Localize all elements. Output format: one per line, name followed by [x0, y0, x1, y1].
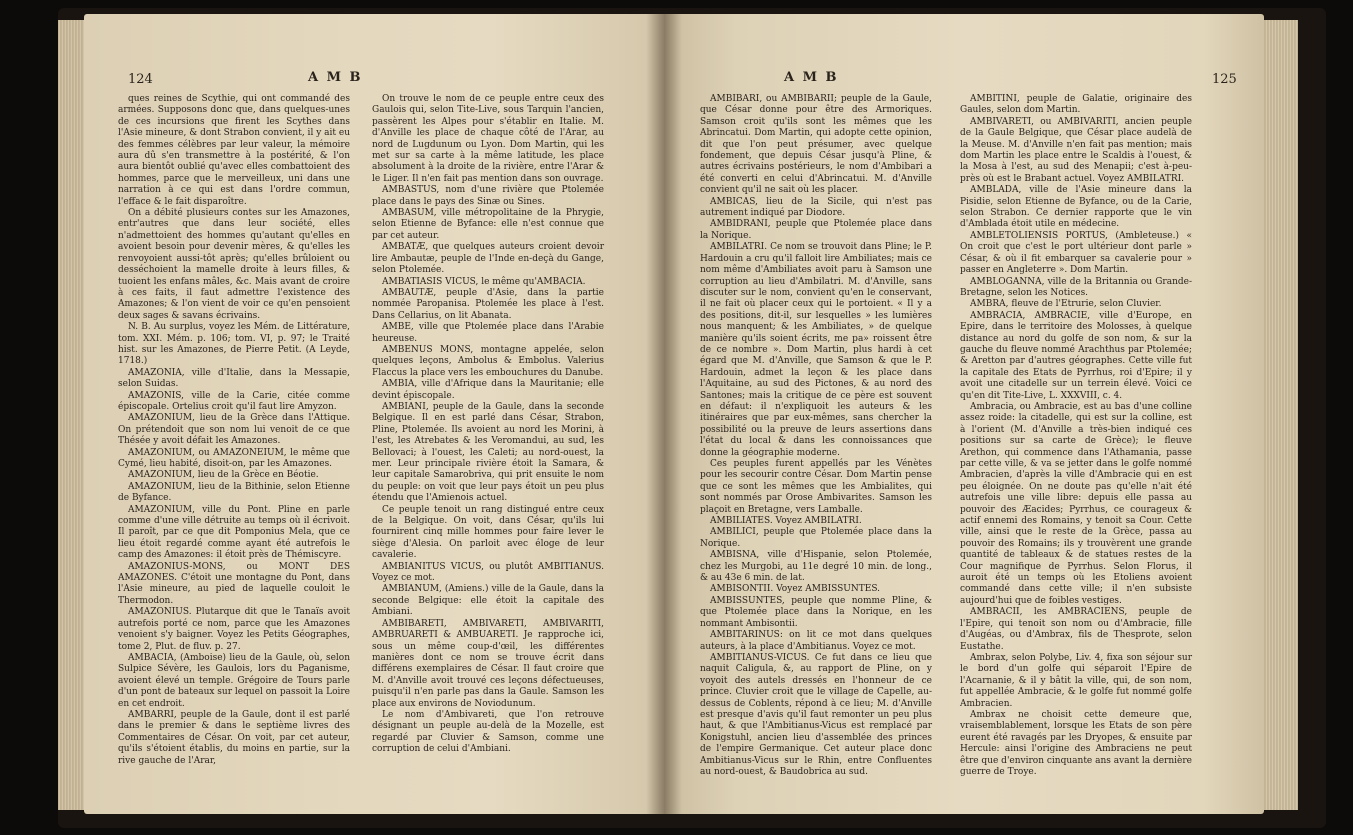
entry-paragraph: Le nom d'Ambivareti, que l'on retrouve désignant un peuple au-delà de la Mozelle, est regardé par Cluvier & Samson, comme une corruption de celui d'Ambiani.	[372, 709, 604, 755]
right-page-edges	[1262, 20, 1298, 810]
entry-paragraph: AMBILICI, peuple que Ptolemée place dans la Norique.	[700, 527, 932, 549]
entry-paragraph: AMBENUS MONS, montagne appelée, selon quelques leçons, Ambolus & Embolus. Valerius Flaccus la place vers les embouchures du Danube.	[372, 344, 604, 378]
entry-paragraph: AMBITIANUS-VICUS. Ce fut dans ce lieu que naquit Caligula, &, au rapport de Pline, on y voyoit des autels dressés en l'honneur de ce prince. Cluvier croit que le village de Capelle, au-dessus de Coblents, répond à ce lieu; M. d'Anville est presque d'avis qu'il faut remonter un peu plus haut, & que l'Ambitianus-Vicus est remplacé par Konigstuhl, ancien lieu d'assemblée des princes de l'empire Germanique. Cet auteur place donc Ambitianus-Vicus sur le Rhin, entre Confluentes au nord-ouest, & Baudobrica au sud.	[700, 652, 932, 777]
entry-paragraph: AMAZONIUS. Plutarque dit que le Tanaïs avoit autrefois porté ce nom, parce que les Amazones venoient s'y baigner. Voyez les Petits Géographes, tome 2, Plut. de fluv. p. 27.	[118, 607, 350, 652]
entry-paragraph: AMAZONIS, ville de la Carie, citée comme épiscopale. Ortelius croit qu'il faut lire Amyzon.	[118, 390, 350, 412]
entry-paragraph: AMBASUM, ville métropolitaine de la Phrygie, selon Etienne de Byfance: elle n'est connue que par cet auteur.	[372, 208, 604, 241]
right-page-column-2	[960, 94, 1192, 778]
entry-paragraph: AMBE, ville que Ptolemée place dans l'Arabie heureuse.	[372, 322, 604, 344]
entry-paragraph: AMBIANI, peuple de la Gaule, dans la seconde Belgique. Il en est parlé dans César, Strabon, Pline, Ptolemée. Ils avoient au nord les Morini, à l'est, les Atrebates & les Veromandui, au sud, les Bellovaci; à l'ouest, les Caleti; au nord-ouest, la mer. Leur principale rivière étoit la Samara, & leur capitale Samarobriva, qui prit ensuite le nom du peuple: on voit que leur pays étoit un peu plus étendu que l'Amienois actuel.	[372, 401, 604, 504]
right-running-header: A M B	[784, 70, 839, 85]
entry-paragraph: AMBACIA, (Amboise) lieu de la Gaule, où, selon Sulpice Sévère, les Gaulois, lors du Paganisme, avoient élevé un temple. Grégoire de Tours parle d'un pont de bateaux sur lequel on passoit la Loire en cet endroit.	[118, 652, 350, 709]
entry-paragraph: AMBISNA, ville d'Hispanie, selon Ptolemée, chez les Murgobi, au 11e degré 10 min. de long., & au 43e 6 min. de lat.	[700, 550, 932, 584]
left-page-column-2	[372, 94, 604, 756]
entry-paragraph: Ces peuples furent appellés par les Vénètes pour les secourir contre César. Dom Martin pense que ce sont les mêmes que les Ambialites, qui sont nommés par Orose Ambivarites. Samson les plaçoit en Bretagne, vers Lamballe.	[700, 459, 932, 515]
entry-paragraph: AMAZONIUM, lieu de la Grèce dans l'Attique. On prétendoit que son nom lui venoit de ce que Thésée y avoit défait les Amazones.	[118, 413, 350, 447]
book-gutter	[646, 14, 682, 814]
entry-paragraph: On trouve le nom de ce peuple entre ceux des Gaulois qui, selon Tite-Live, sous Tarquin l'ancien, passèrent les Alpes pour s'établir en Italie. M. d'Anville les place de chaque côté de l'Arar, au nord de Lugdunum ou Lyon. Dom Martin, qui les met sur sa carte à la même latitude, les place absolument à la droite de la rivière, entre l'Arar & le Liger. Il n'en fait pas mention dans son ouvrage.	[372, 94, 604, 184]
left-page-edges	[58, 20, 86, 810]
entry-paragraph: AMBAUTÆ, peuple d'Asie, dans la partie nommée Paropanisa. Ptolemée les place à l'est. Dans Cellarius, on lit Abanata.	[372, 287, 604, 321]
entry-paragraph: AMBRACII, les AMBRACIENS, peuple de l'Epire, qui tenoit son nom ou d'Ambracie, fille d'Augéas, ou d'Ambrax, fils de Thesprote, selon Eustathe.	[960, 607, 1192, 652]
entry-paragraph: Ce peuple tenoit un rang distingué entre ceux de la Belgique. On voit, dans César, qu'ils lui fournirent cinq mille hommes pour faire lever le siège d'Alesia. On parloit avec éloge de leur cavalerie.	[372, 504, 604, 561]
entry-paragraph: Ambrax, selon Polybe, Liv. 4, fixa son séjour sur le bord d'un golfe qui séparoit l'Epire de l'Acarnanie, & il y bâtit la ville, qui, de son nom, fut appellée Ambracie, & le golfe fut nommé golfe Ambracien.	[960, 652, 1192, 709]
entry-paragraph: Ambrax ne choisit cette demeure que, vraisemblablement, lorsque les Etats de son père eurent été ravagés par les Dryopes, & ensuite par Hercule: ainsi l'origine des Ambraciens ne peut être que d'environ cinquante ans avant la dernière guerre de Troye.	[960, 709, 1192, 777]
entry-paragraph: AMBATIASIS VICUS, le même qu'AMBACIA.	[382, 276, 586, 287]
entry-paragraph: AMBITINI, peuple de Galatie, originaire des Gaules, selon dom Martin.	[960, 94, 1192, 116]
entry-paragraph: AMBIANUM, (Amiens.) ville de la Gaule, dans la seconde Belgique: elle étoit la capitale des Ambiani.	[372, 584, 604, 618]
entry-paragraph: On a débité plusieurs contes sur les Amazones, entr'autres que dans leur société, elles n'admettoient des hommes qu'autant qu'elles en avoient besoin pour devenir mères, & qu'elles les renvoyoient aussi-tôt après; qu'elles brûloient ou desséchoient la mamelle droite à leurs filles, & tuoient les enfans mâles, &c. Mais avant de croire à ces faits, il faut admettre l'existence des Amazones; & l'on vient de voir ce qu'en pensoient deux sages & savans écrivains.	[118, 208, 350, 321]
entry-paragraph: AMBARRI, peuple de la Gaule, dont il est parlé dans le premier & dans le septième livres des Commentaires de César. On voit, par cet auteur, qu'ils s'étoient établis, du moins en partie, sur la rive gauche de l'Arar,	[118, 709, 350, 766]
entry-paragraph: AMBIBARETI, AMBIVARETI, AMBIVARITI, AMBRUARETI & AMBUARETI. Je rapproche ici, sous un même coup-d'œil, les différentes manières dont ce nom se trouve écrit dans différens exemplaires de César. Il faut croire que M. d'Anville avoit trouvé ces leçons défectueuses, puisqu'il n'en parle pas dans la Gaule. Samson les place aux environs de Noviodunum.	[372, 618, 604, 709]
entry-paragraph: N. B. Au surplus, voyez les Mém. de Littérature, tom. XXI. Mém. p. 106; tom. VI, p. 97; le Traité hist. sur les Amazones, de Pierre Petit. (A Leyde, 1718.)	[118, 322, 350, 367]
left-page-column-1	[118, 94, 350, 767]
entry-paragraph: AMBATÆ, que quelques auteurs croient devoir lire Ambautæ, peuple de l'Inde en-deçà du Gange, selon Ptolemée.	[372, 242, 604, 276]
right-page	[664, 14, 1264, 814]
left-page-number: 124	[128, 72, 153, 87]
entry-paragraph: AMAZONIUS-MONS, ou MONT DES AMAZONES. C'étoit une montagne du Pont, dans l'Asie mineure, au pied de laquelle couloit le Thermodon.	[118, 561, 350, 606]
entry-paragraph: AMBLETOLIENSIS PORTUS, (Ambleteuse.) « On croit que c'est le port ultérieur dont parle » César, & où il fit embarquer sa cavalerie pour » passer en Angleterre ». Dom Martin.	[960, 230, 1192, 276]
left-running-header: A M B	[308, 70, 363, 85]
entry-paragraph: AMBASTUS, nom d'une rivière que Ptolemée place dans le pays des Sinæ ou Sines.	[372, 185, 604, 207]
entry-paragraph: AMBITARINUS: on lit ce mot dans quelques auteurs, à la place d'Ambitianus. Voyez ce mot.	[700, 630, 932, 652]
entry-paragraph: AMBRACIA, AMBRACIE, ville d'Europe, en Epire, dans le territoire des Molosses, à quelque distance au nord du golfe de son nom, & sur la gauche du fleuve nommé Arachthus par Ptolemée; & Aretton par d'autres géographes. Cette ville fut la capitale des Etats de Pyrrhus, roi d'Epire; il y avoit une citadelle sur un terrein élevé. Voici ce qu'en dit Tite-Live, L. XXXVIII, c. 4.	[960, 310, 1192, 401]
entry-paragraph: AMBRA, fleuve de l'Etrurie, selon Cluvier.	[970, 299, 1162, 310]
entry-paragraph: AMBICAS, lieu de la Sicile, qui n'est pas autrement indiqué par Diodore.	[700, 196, 932, 219]
entry-paragraph: ques reines de Scythie, qui ont commandé des armées. Supposons donc que, dans quelques-unes de ces incursions que firent les Scythes dans l'Asie mineure, & dont Strabon convient, il y ait eu des femmes célèbres par leur valeur, la mémoire aura dû s'en transmettre à la postérité, & l'on aura bientôt oublié qu'avec elles combattoient des hommes, parce que le merveilleux, uni dans une narration à ce qui est dans l'ordre commun, l'efface & le fait disparoître.	[118, 94, 350, 207]
entry-paragraph: AMBLOGANNA, ville de la Britannia ou Grande-Bretagne, selon les Notices.	[960, 276, 1192, 298]
right-page-column-1	[700, 94, 932, 778]
entry-paragraph: AMAZONIUM, ville du Pont. Pline en parle comme d'une ville détruite au temps où il écrivoit. Il paroît, par ce que dit Pomponius Mela, que ce lieu étoit regardé comme ayant été autrefois le camp des Amazones: il étoit près de Thémiscyre.	[118, 504, 350, 561]
entry-paragraph: AMBIANITUS VICUS, ou plutôt AMBITIANUS. Voyez ce mot.	[372, 561, 604, 584]
entry-paragraph: AMBISONTII. Voyez AMBISSUNTES.	[710, 584, 881, 595]
entry-paragraph: AMBLADA, ville de l'Asie mineure dans la Pisidie, selon Etienne de Byfance, ou de la Carie, selon Strabon. Ce dernier rapporte que le vin d'Amblada étoit utile en médecine.	[960, 185, 1192, 230]
entry-paragraph: AMBIBARI, ou AMBIBARII; peuple de la Gaule, que César donne pour être des Armoriques. Samson croit qu'ils sont les mêmes que les Abrincatui. Dom Martin, qui adopte cette opinion, dit que l'on peut présumer, avec quelque fondement, que depuis César jusqu'à Pline, & autres écrivains postérieurs, le nom d'Ambibari a été converti en celui d'Abrincatui. M. d'Anville convient qu'il ne sait où les placer.	[700, 94, 932, 196]
left-page	[84, 14, 664, 814]
entry-paragraph: AMAZONIUM, ou AMAZONEIUM, le même que Cymé, lieu habité, disoit-on, par les Amazones.	[118, 447, 350, 469]
entry-paragraph: AMBIDRANI, peuple que Ptolemée place dans la Norique.	[700, 219, 932, 241]
right-page-number: 125	[1212, 72, 1237, 87]
entry-paragraph: Ambracia, ou Ambracie, est au bas d'une colline assez roide: la citadelle, qui est sur la colline, est à l'orient (M. d'Anville a très-bien indiqué ces positions sur sa carte de Grèce); le fleuve Arethon, qui commence dans l'Athamania, passe par cette ville, & va se jetter dans le golfe nommé Ambracien, d'après la ville d'Ambracie qui en est peu éloignée. On ne doute pas qu'elle n'ait été autrefois une ville libre: depuis elle passa au pouvoir des Æacides; Pyrrhus, ce courageux & actif ennemi des Romains, y tenoit sa Cour. Cette ville, ainsi que le reste de la Grèce, passa au pouvoir des Romains; ils y trouvèrent une grande quantité de tableaux & de statues restes de la Cour magnifique de Pyrrhus. Selon Florus, il auroit été un temps où les Etoliens avoient commandé dans cette ville; il n'en subsiste aujourd'hui que de foibles vestiges.	[960, 401, 1192, 606]
entry-paragraph: AMBIA, ville d'Afrique dans la Mauritanie; elle devint épiscopale.	[372, 379, 604, 401]
entry-paragraph: AMAZONIUM, lieu de la Bithinie, selon Etienne de Byfance.	[118, 481, 350, 504]
entry-paragraph: AMBIVARETI, ou AMBIVARITI, ancien peuple de la Gaule Belgique, que César place audelà de la Meuse. M. d'Anville n'en fait pas mention; mais dom Martin les place entre le Scaldis à l'ouest, & la Mosa à l'est, au sud des Menapii; c'est à-peu-près où est le Brabant actuel. Voyez AMBILATRI.	[960, 116, 1192, 184]
entry-paragraph: AMBISSUNTES, peuple que nomme Pline, & que Ptolemée place dans la Norique, en les nommant Ambisontii.	[700, 595, 932, 629]
entry-paragraph: AMAZONIA, ville d'Italie, dans la Messapie, selon Suidas.	[118, 367, 350, 390]
entry-paragraph: AMBILATRI. Ce nom se trouvoit dans Pline; le P. Hardouin a cru qu'il falloit lire Ambiliates; mais ce nom même d'Ambiliates avoit paru à Samson une corruption au lieu d'Ambilatri. M. d'Anville, sans discuter sur le nom, convient qu'en le conservant, il ne fait où placer ceux qui le portoient. « Il y a des positions, dit-il, sur lesquelles » les lumières nous manquent; & les Ambiliates, » de quelque manière qu'ils soient écrits, me pa» roissent être de ce nombre ». Dom Martin, plus hardi à cet égard que M. d'Anville, que Samson & que le P. Hardouin, admet la leçon & les place dans l'Aquitaine, au sud des Pictones, & au nord des Santones; mais la critique de ce père est souvent en défaut: il n'expliquoit les auteurs & les itinéraires que par eux-mêmes, sans chercher la possibilité ou la preuve de leurs assertions dans l'état du local & dans les connoissances que donne la géographie moderne.	[700, 242, 932, 458]
entry-paragraph: AMAZONIUM, lieu de la Grèce en Béotie.	[128, 470, 319, 481]
entry-paragraph: AMBILIATES. Voyez AMBILATRI.	[710, 516, 862, 527]
